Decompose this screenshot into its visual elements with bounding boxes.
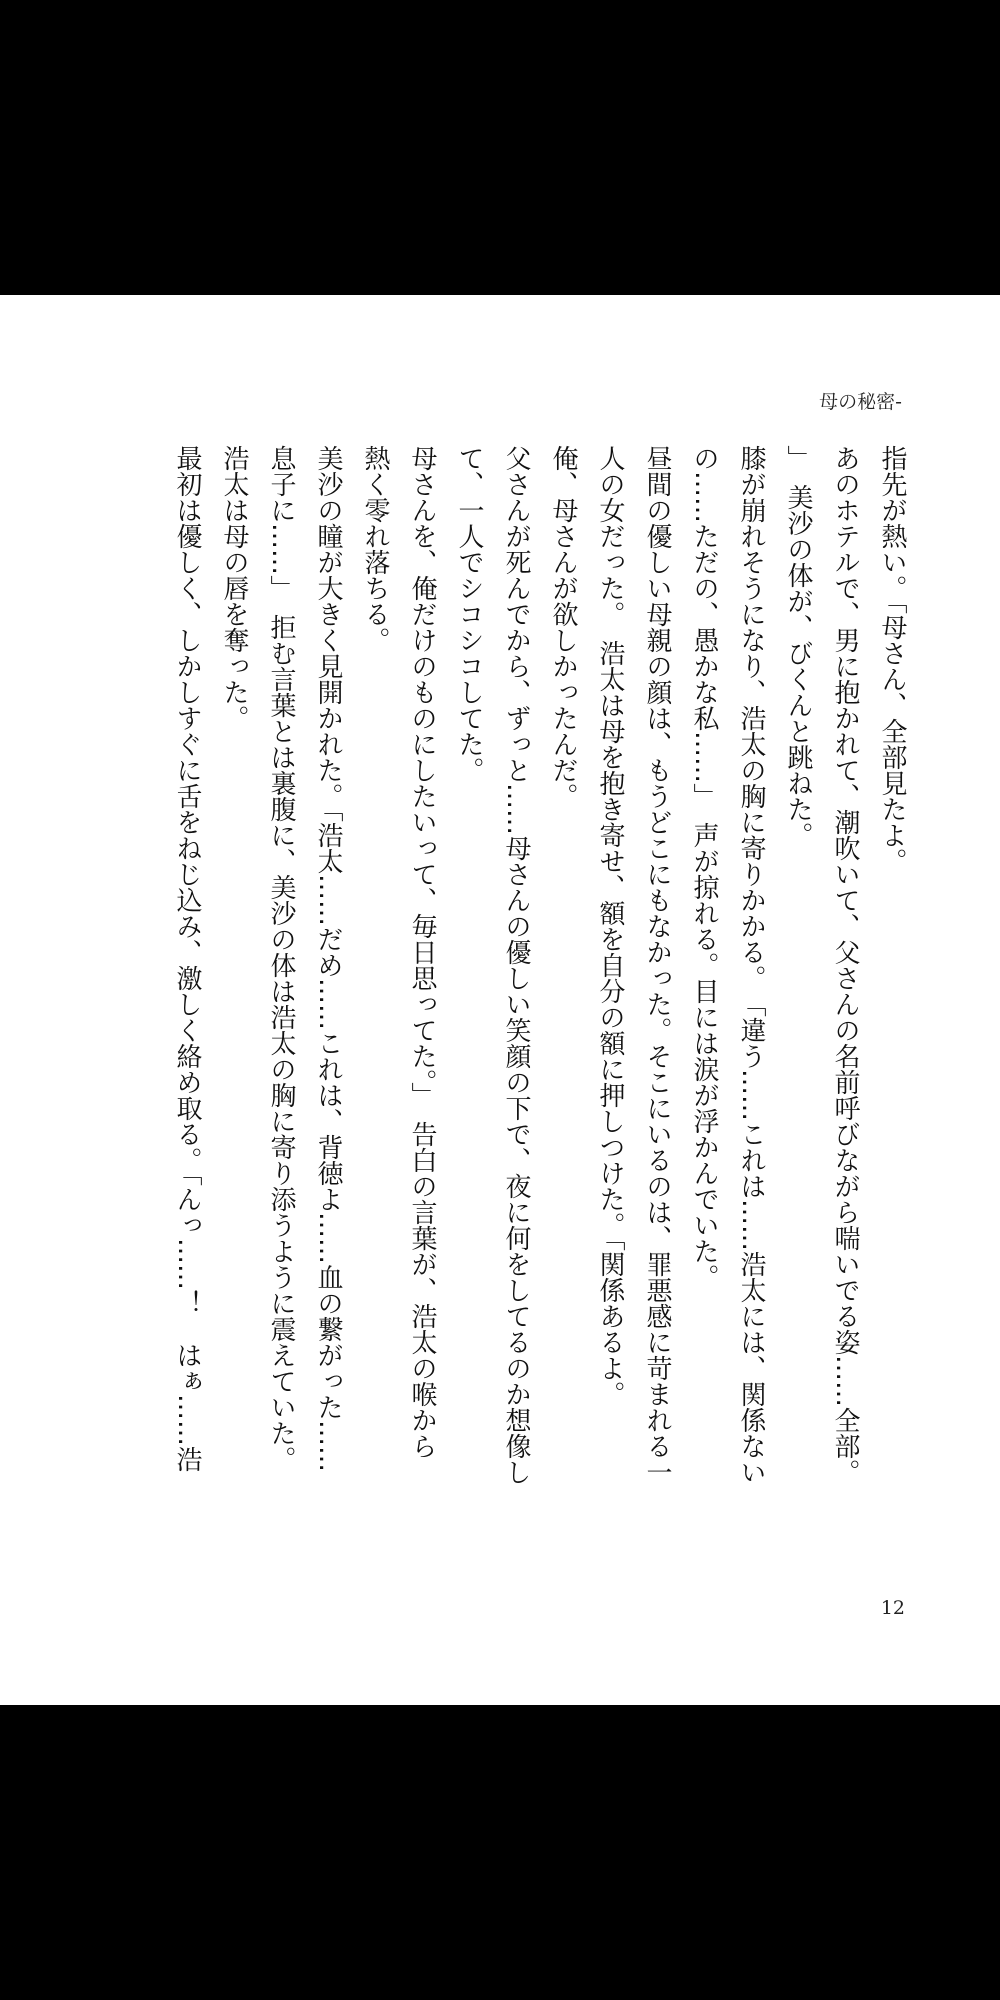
text-line: 浩太は母の唇を奪った。 [219,445,249,731]
text-line: 俺、母さんが欲しかったんだ。 [548,445,578,809]
page-number: 12 [880,1597,905,1619]
top-letterbox [0,0,1000,295]
text-line: 美沙の瞳が大きく見開かれた。「浩太……だめ……これは、背徳よ……血の繋がった…… [313,445,343,1472]
text-line: 最初は優しく、しかしすぐに舌をねじ込み、激しく絡め取る。「んっ……！ はぁ……浩 [172,445,202,1472]
text-line: 父さんが死んでから、ずっと……母さんの優しい笑顔の下で、夜に何をしてるのか想像し [501,445,531,1485]
text-line: 指先が熱い。「母さん、全部見たよ。 [877,445,907,874]
book-page[interactable] [0,295,1000,1705]
text-line: 」 美沙の体が、びくんと跳ねた。 [783,445,813,848]
text-line: あのホテルで、男に抱かれて、潮吹いて、父さんの名前呼びながら喘いでる姿……全部。 [830,445,860,1485]
text-line: 膝が崩れそうになり、浩太の胸に寄りかかる。 「違う……これは……浩太には、関係ない [736,445,766,1485]
body-text [163,445,915,1845]
running-header: 母の秘密- [819,391,902,413]
text-line: 息子に……」 拒む言葉とは裏腹に、美沙の体は浩太の胸に寄り添うように震えていた。 [266,445,296,1472]
text-line: 母さんを、俺だけのものにしたいって、毎日思ってた。」 告白の言葉が、浩太の喉から [407,445,437,1459]
text-line: て、一人でシコシコしてた。 [454,445,484,783]
text-line: の……ただの、愚かな私……」 声が掠れる。目には涙が浮かんでいた。 [689,445,719,1290]
text-line: 熱く零れ落ちる。 [360,445,390,653]
text-line: 人の女だった。 浩太は母を抱き寄せ、額を自分の額に押しつけた。「関係あるよ。 [595,445,625,1407]
text-line: 昼間の優しい母親の顔は、もうどこにもなかった。そこにいるのは、罪悪感に苛まれる一 [642,445,672,1485]
bottom-letterbox [0,1705,1000,2000]
